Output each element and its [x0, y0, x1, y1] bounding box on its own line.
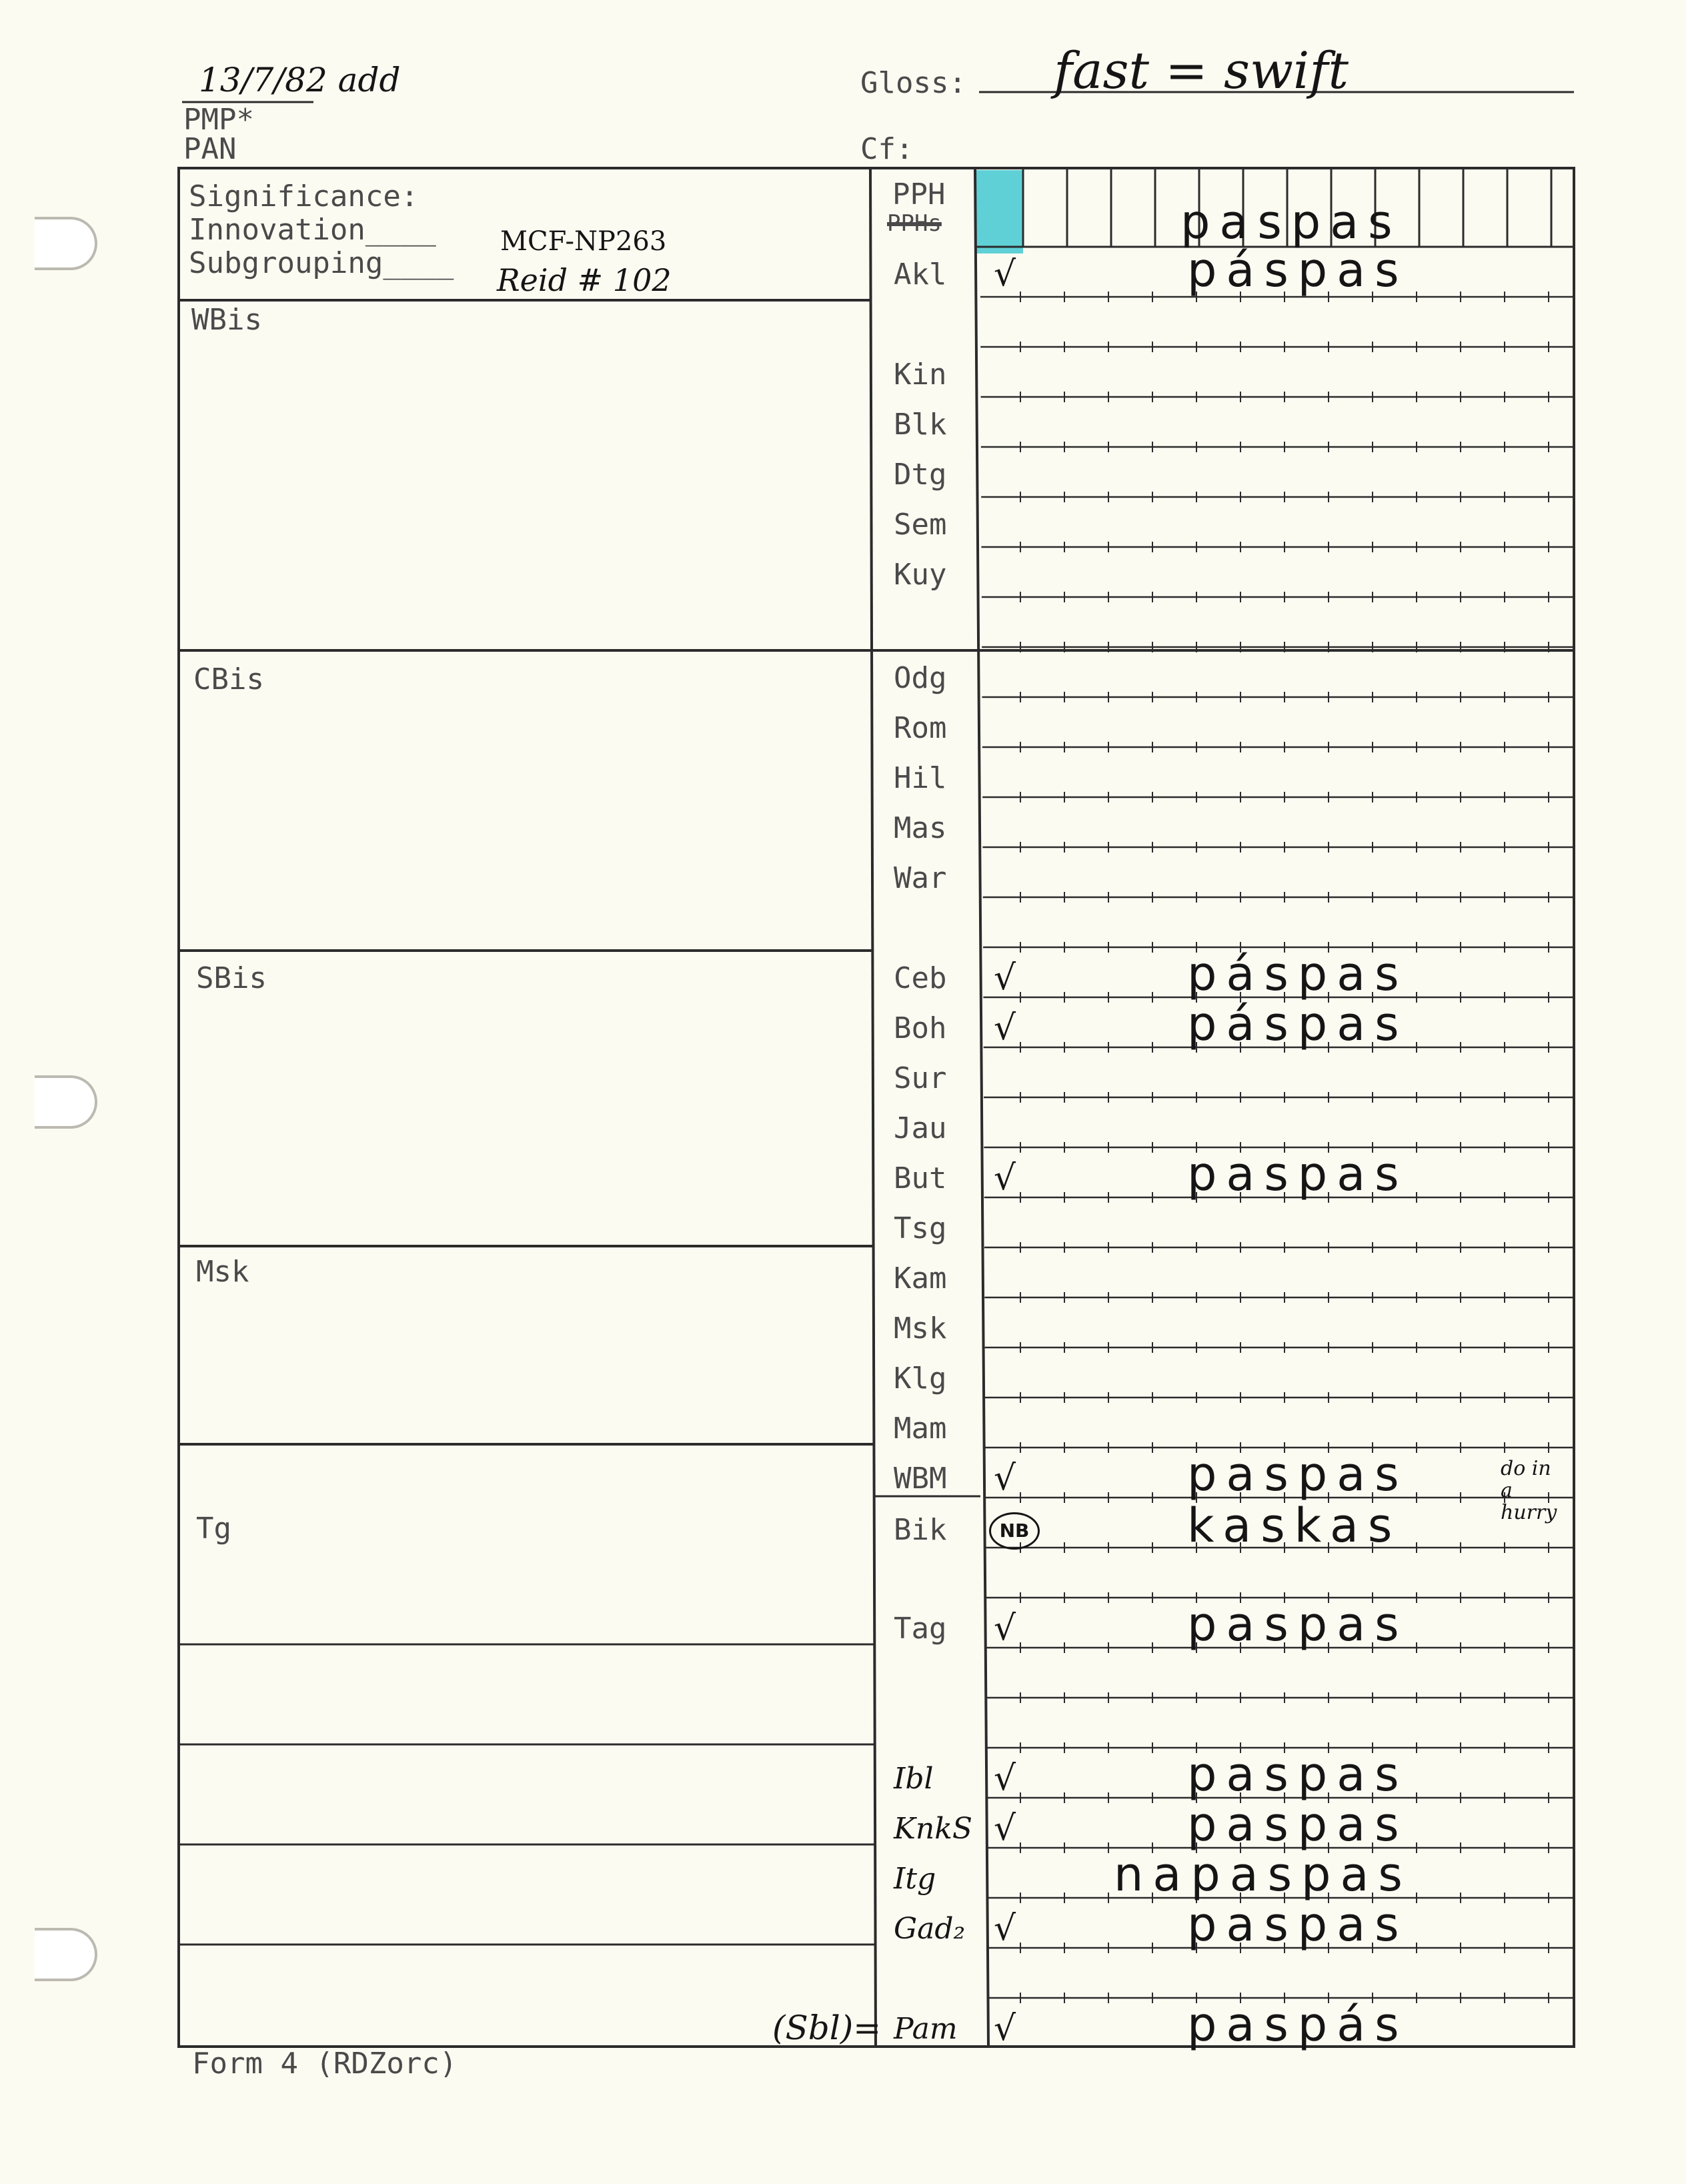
row-check-mark-0: √	[994, 254, 1016, 294]
proto-form: paspas	[1180, 195, 1402, 249]
date-note: 13/7/82 add	[199, 61, 401, 99]
row-form-27: paspas	[1187, 1897, 1409, 1952]
row-prefix-28: (Sbl)=	[772, 2009, 882, 2047]
row-form-0: páspas	[1187, 243, 1409, 298]
row-code-4: Sem	[894, 508, 947, 542]
reference-mcf: MCF-NP263	[500, 226, 667, 257]
row-code-19: Klg	[894, 1361, 947, 1396]
row-code-3: Dtg	[894, 458, 947, 492]
row-code-12: Boh	[894, 1011, 947, 1045]
row-check-mark-21: √	[994, 1458, 1016, 1498]
group-label-wbis: WBis	[191, 303, 262, 337]
reference-reid: Reid # 102	[497, 262, 672, 298]
row-check-mark-24: √	[994, 1758, 1016, 1798]
row-form-21: paspas	[1187, 1447, 1409, 1502]
row-code-14: Jau	[894, 1111, 947, 1145]
row-code-10: War	[894, 861, 947, 895]
row-code-6: Odg	[894, 661, 947, 695]
form-label: Form 4 (RDZorc)	[192, 2047, 458, 2081]
row-form-24: paspas	[1187, 1747, 1409, 1802]
row-check-mark-28: √	[994, 2009, 1016, 2049]
group-label-tg: Tg	[196, 1512, 231, 1546]
row-code-27: Gad₂	[894, 1912, 966, 1946]
pmp-label: PMP*	[183, 103, 254, 137]
row-form-25: paspas	[1187, 1797, 1409, 1852]
row-code-13: Sur	[894, 1061, 947, 1095]
significance-title: Significance:	[189, 179, 419, 213]
group-label-sbis: SBis	[196, 961, 267, 995]
row-code-15: But	[894, 1161, 947, 1195]
row-code-28: Pam	[894, 2012, 958, 2046]
row-form-28: paspás	[1187, 1997, 1409, 2052]
row-form-23: paspas	[1187, 1597, 1409, 1652]
gloss-value: fast = swift	[1054, 41, 1349, 100]
row-code-9: Mas	[894, 811, 947, 845]
row-code-0: Akl	[894, 257, 947, 292]
group-label-msk: Msk	[196, 1255, 249, 1289]
row-nb-mark-22: NB	[989, 1512, 1040, 1550]
row-code-16: Tsg	[894, 1211, 947, 1245]
row-form-11: páspas	[1187, 947, 1409, 1001]
row-check-mark-23: √	[994, 1608, 1016, 1648]
row-code-2: Blk	[894, 408, 947, 442]
row-code-21: WBM	[894, 1462, 947, 1496]
row-check-mark-15: √	[994, 1158, 1016, 1198]
proto-highlight	[975, 170, 1023, 253]
proto-label: PPH	[892, 177, 946, 211]
row-code-8: Hil	[894, 761, 947, 795]
row-check-mark-25: √	[994, 1808, 1016, 1848]
subgrouping-label: Subgrouping____	[189, 246, 454, 280]
row-code-24: Ibl	[894, 1762, 934, 1796]
row-code-11: Ceb	[894, 961, 947, 995]
row-check-mark-12: √	[994, 1008, 1016, 1048]
row-check-mark-11: √	[994, 958, 1016, 998]
row-form-26: napaspas	[1114, 1847, 1412, 1902]
row-code-22: Bik	[894, 1513, 947, 1547]
row-code-17: Kam	[894, 1261, 947, 1295]
row-note-21: do in a hurry	[1501, 1457, 1557, 1524]
row-code-1: Kin	[894, 358, 947, 392]
gloss-label: Gloss:	[860, 66, 966, 100]
pan-label: PAN	[183, 132, 237, 166]
innovation-label: Innovation____	[189, 213, 436, 247]
proto-crossed-label: PPHs	[887, 210, 942, 237]
row-code-18: Msk	[894, 1311, 947, 1345]
row-check-mark-27: √	[994, 1908, 1016, 1949]
row-code-23: Tag	[894, 1612, 947, 1646]
row-form-15: paspas	[1187, 1147, 1409, 1201]
row-code-26: Itg	[894, 1862, 936, 1896]
cf-label: Cf:	[860, 132, 914, 166]
row-form-22: kaskas	[1187, 1498, 1402, 1553]
row-code-20: Mam	[894, 1412, 947, 1446]
row-code-7: Rom	[894, 711, 947, 745]
row-code-25: KnkS	[894, 1812, 973, 1846]
group-label-cbis: CBis	[193, 662, 264, 696]
row-code-5: Kuy	[894, 558, 947, 592]
row-form-12: páspas	[1187, 997, 1409, 1051]
